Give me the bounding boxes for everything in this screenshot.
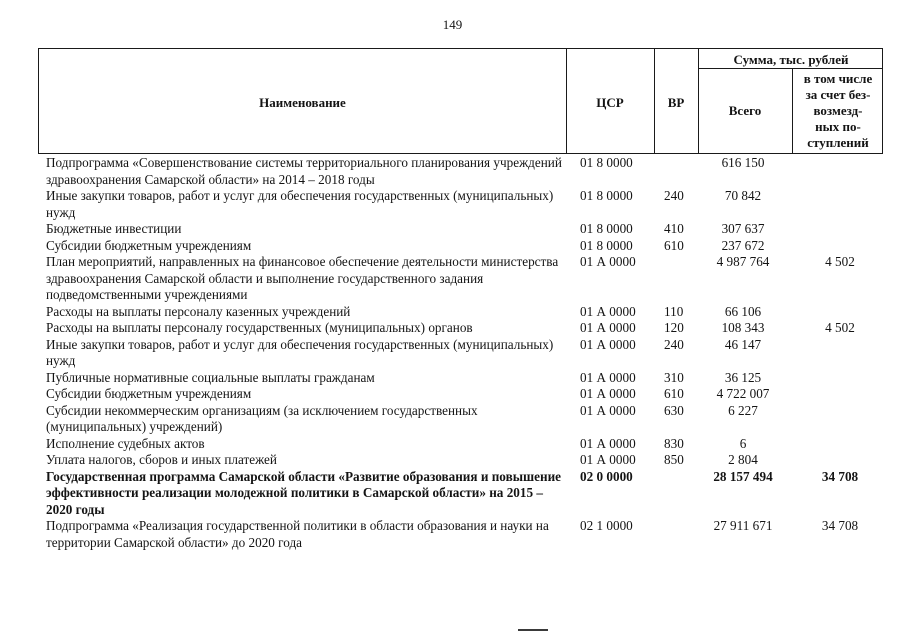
row-name: Бюджетные инвестиции <box>46 221 182 236</box>
table-row <box>46 155 886 188</box>
row-csr: 01 8 0000 <box>580 237 633 253</box>
table-header <box>38 48 883 154</box>
header-total: Всего <box>728 103 762 118</box>
header-vr: ВР <box>667 95 685 110</box>
row-csr: 01 8 0000 <box>580 155 633 170</box>
row-total: 2 804 <box>728 452 758 467</box>
header-csr: ЦСР <box>596 95 624 110</box>
row-csr: 01 А 0000 <box>580 386 636 401</box>
header-free-line: ступлений <box>807 135 869 150</box>
row-vr: 120 <box>664 320 684 335</box>
row-total: 4 987 764 <box>716 254 770 269</box>
row-name: Исполнение судебных актов <box>46 435 205 451</box>
row-free: 4 502 <box>825 254 855 269</box>
table-row <box>46 221 886 238</box>
row-csr: 01 А 0000 <box>580 254 636 269</box>
header-free-line: за счет без- <box>805 87 871 102</box>
row-vr: 830 <box>664 435 684 451</box>
row-vr: 240 <box>664 336 684 352</box>
row-csr: 01 А 0000 <box>580 303 636 319</box>
row-total: 66 106 <box>724 303 762 319</box>
row-name: Иные закупки товаров, работ и услуг для обеспечения государственных (муниципальных) нужд <box>46 188 554 220</box>
table-row-program <box>46 469 886 519</box>
header-free-line: в том числе <box>803 71 873 86</box>
page-footer-mark <box>518 629 548 631</box>
row-total: 28 157 494 <box>713 468 773 484</box>
table-row <box>46 370 886 387</box>
table-row <box>46 452 886 469</box>
row-vr: 850 <box>664 452 684 467</box>
row-total: 46 147 <box>724 336 762 352</box>
table-row <box>46 188 886 221</box>
row-total: 4 722 007 <box>716 386 770 401</box>
row-free: 34 708 <box>821 518 859 533</box>
header-free <box>792 71 884 151</box>
table-row <box>46 403 886 436</box>
row-csr: 02 1 0000 <box>580 518 633 533</box>
header-divider-amount-h <box>698 68 882 69</box>
row-vr: 240 <box>664 188 684 203</box>
row-name: Уплата налогов, сборов и иных платежей <box>46 452 277 467</box>
row-total: 616 150 <box>721 155 765 170</box>
row-total: 6 <box>739 435 747 451</box>
row-csr: 01 А 0000 <box>580 336 636 352</box>
row-name: Иные закупки товаров, работ и услуг для обеспечения государственных (муниципальных) нужд <box>46 336 554 368</box>
row-csr: 01 8 0000 <box>580 221 633 236</box>
header-free-line: ных по- <box>815 119 861 134</box>
table-body <box>46 155 886 551</box>
row-csr: 01 А 0000 <box>580 320 636 335</box>
page-number: 149 <box>442 17 463 32</box>
row-vr: 610 <box>664 237 684 253</box>
row-name: Подпрограмма «Реализация государственной политики в области образования и науки на территории Самарской области» до 2020 года <box>46 518 549 550</box>
row-total: 27 911 671 <box>713 518 773 533</box>
row-total: 307 637 <box>721 221 765 236</box>
row-total: 237 672 <box>721 237 765 253</box>
row-name: Расходы на выплаты персоналу казенных учреждений <box>46 303 351 319</box>
header-amount: Сумма, тыс. рублей <box>733 52 849 67</box>
row-free: 4 502 <box>825 320 855 335</box>
row-csr: 01 А 0000 <box>580 369 636 385</box>
row-total: 6 227 <box>728 402 758 418</box>
row-total: 70 842 <box>724 188 762 203</box>
table-row <box>46 518 886 551</box>
row-vr: 630 <box>664 402 684 418</box>
row-vr: 410 <box>664 221 684 236</box>
row-vr: 610 <box>664 386 684 401</box>
table-row <box>46 304 886 321</box>
table-row <box>46 254 886 304</box>
row-total: 108 343 <box>721 320 765 335</box>
row-free: 34 708 <box>821 468 859 484</box>
table-row <box>46 436 886 453</box>
table-row <box>46 320 886 337</box>
row-name: Расходы на выплаты персоналу государственных (муниципальных) органов <box>46 320 473 335</box>
row-vr: 310 <box>664 369 684 385</box>
row-csr: 01 8 0000 <box>580 188 633 203</box>
row-name: Субсидии некоммерческим организациям (за исключением государственных (муниципальных) учреждений) <box>46 402 478 434</box>
row-name: Субсидии бюджетным учреждениям <box>46 237 252 253</box>
row-name: Публичные нормативные социальные выплаты гражданам <box>46 369 375 385</box>
table-row <box>46 238 886 255</box>
row-vr: 110 <box>664 303 684 319</box>
row-name: План мероприятий, направленных на финансовое обеспечение деятельности министерства здравоохранения Самарской области и выполнение государственного задания подведомственными учреждениями <box>46 254 559 302</box>
row-csr: 01 А 0000 <box>580 402 636 418</box>
row-csr: 02 0 0000 <box>580 468 633 484</box>
table-row <box>46 337 886 370</box>
row-name: Подпрограмма «Совершенствование системы территориального планирования учреждений здравоохранения Самарской области» на 2014 – 2018 годы <box>46 155 562 187</box>
row-total: 36 125 <box>724 369 762 385</box>
row-name: Субсидии бюджетным учреждениям <box>46 386 252 401</box>
header-name: Наименование <box>259 95 346 110</box>
row-csr: 01 А 0000 <box>580 435 636 451</box>
row-csr: 01 А 0000 <box>580 452 636 467</box>
row-name: Государственная программа Самарской области «Развитие образования и повышение эффективности реализации молодежной политики в Самарской области» на 2015 – 2020 годы <box>46 468 562 517</box>
table-row <box>46 386 886 403</box>
header-free-line: возмезд- <box>813 103 863 118</box>
